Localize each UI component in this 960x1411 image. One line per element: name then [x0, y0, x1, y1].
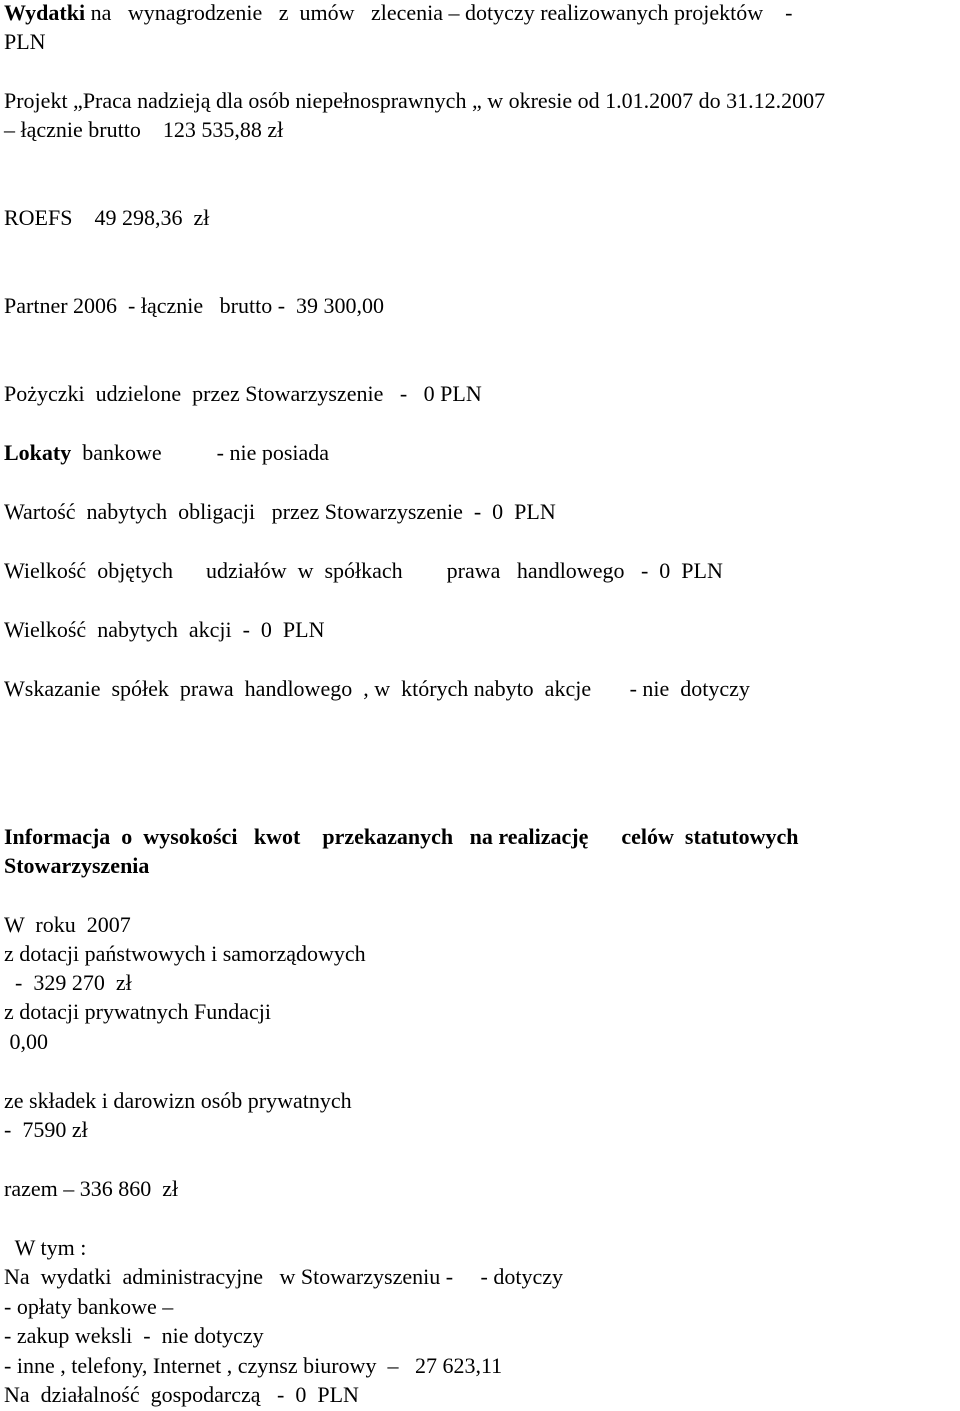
- deposits-bold: Lokaty: [4, 440, 72, 465]
- business-activity-line: Na działalność gospodarczą - 0 PLN: [4, 1382, 359, 1407]
- state-subsidies-value: - 329 270 zł: [4, 970, 132, 995]
- roefs-line: ROEFS 49 298,36 zł: [4, 205, 210, 230]
- expenses-header-text: na wynagrodzenie z umów zlecenia – dotyczy realizowanych projektów -: [85, 0, 793, 25]
- donations-label: ze składek i darowizn osób prywatnych: [4, 1088, 352, 1113]
- project-line-2: – łącznie brutto 123 535,88 zł: [4, 117, 284, 142]
- bonds-line: Wartość nabytych obligacji przez Stowarzyszenie - 0 PLN: [4, 499, 556, 524]
- expenses-header-currency: PLN: [4, 29, 46, 54]
- donations-value: - 7590 zł: [4, 1117, 88, 1142]
- project-line-1: Projekt „Praca nadzieją dla osób niepełnosprawnych „ w okresie od 1.01.2007 do 31.12.2007: [4, 88, 826, 113]
- bills-line: - zakup weksli - nie dotyczy: [4, 1323, 264, 1348]
- shares-line: Wielkość objętych udziałów w spółkach prawa handlowego - 0 PLN: [4, 558, 723, 583]
- admin-expenses-line: Na wydatki administracyjne w Stowarzyszeniu - - dotyczy: [4, 1264, 564, 1289]
- expenses-header-bold: Wydatki: [4, 0, 86, 25]
- bank-fees-line: - opłaty bankowe –: [4, 1294, 174, 1319]
- other-expenses-line: - inne , telefony, Internet , czynsz biurowy – 27 623,11: [4, 1353, 503, 1378]
- state-subsidies-label: z dotacji państwowych i samorządowych: [4, 941, 366, 966]
- deposits-line: [4, 440, 329, 466]
- private-foundations-label: z dotacji prywatnych Fundacji: [4, 999, 271, 1024]
- partner-line: Partner 2006 - łącznie brutto - 39 300,00: [4, 293, 385, 318]
- total-line: razem – 336 860 zł: [4, 1176, 179, 1201]
- deposits-text: bankowe - nie posiada: [71, 440, 330, 465]
- statutory-info-heading-1: Informacja o wysokości kwot przekazanych na realizację celów statutowych: [4, 824, 799, 849]
- year-line: W roku 2007: [4, 912, 131, 937]
- including-line: W tym :: [4, 1235, 87, 1260]
- stocks-line: Wielkość nabytych akcji - 0 PLN: [4, 617, 325, 642]
- loans-line: Pożyczki udzielone przez Stowarzyszenie - 0 PLN: [4, 381, 482, 406]
- expenses-header: [4, 0, 793, 26]
- statutory-info-heading-2: Stowarzyszenia: [4, 853, 150, 878]
- indication-line: Wskazanie spółek prawa handlowego , w których nabyto akcje - nie dotyczy: [4, 676, 750, 701]
- private-foundations-value: 0,00: [4, 1029, 48, 1054]
